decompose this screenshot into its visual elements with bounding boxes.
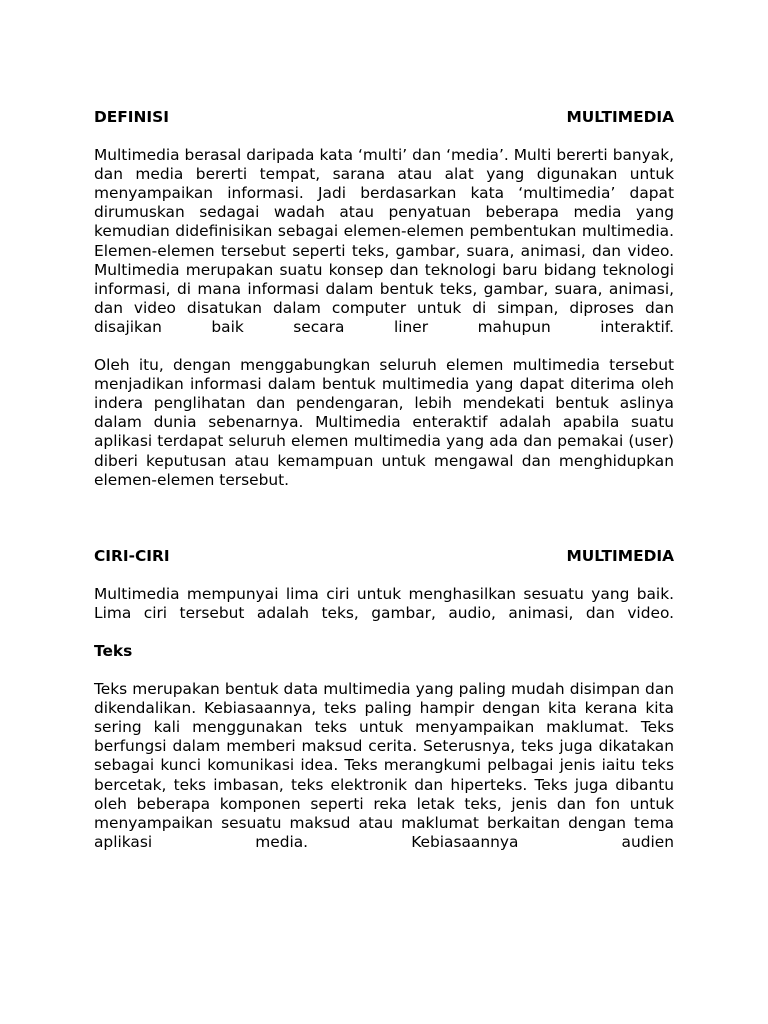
heading-left: DEFINISI xyxy=(94,108,169,126)
paragraph-ciri-ciri-1: Multimedia mempunyai lima ciri untuk menghasilkan sesuatu yang baik. Lima ciri tersebut adalah teks, gambar, audio, animasi, dan video. xyxy=(94,584,674,622)
section-heading-definisi xyxy=(94,108,674,127)
heading-left: CIRI-CIRI xyxy=(94,546,170,565)
document-page xyxy=(94,108,674,852)
paragraph-teks-1: Teks merupakan bentuk data multimedia yang paling mudah disimpan dan dikendalikan. Kebiasaannya, teks paling hampir dengan kita kerana kita sering kali menggunakan teks untuk menyampaikan maklumat. Teks berfungsi dalam memberi maksud cerita. Seterusnya, teks juga dikatakan sebagai kunci komunikasi idea. Teks merangkumi pelbagai jenis iaitu teks bercetak, teks imbasan, teks elektronik dan hiperteks. Teks juga dibantu oleh beberapa komponen seperti reka letak teks, jenis dan fon untuk menyampaikan sesuatu maksud atau maklumat berkaitan dengan tema aplikasi media. Kebiasaannya audien xyxy=(94,680,674,851)
section-heading-teks: Teks xyxy=(94,641,133,660)
section-heading-ciri-ciri xyxy=(94,547,674,566)
paragraph-definisi-2: Oleh itu, dengan menggabungkan seluruh elemen multimedia tersebut menjadikan informasi dalam bentuk multimedia yang dapat diterima oleh indera penglihatan dan pendengaran, lebih mendekati bentuk aslinya dalam dunia sebenarnya. Multimedia enteraktif adalah apabila suatu aplikasi terdapat seluruh elemen multimedia yang ada dan pemakai (user) diberi keputusan atau kemampuan untuk mengawal dan menghidupkan elemen-elemen tersebut. xyxy=(94,356,674,489)
heading-right: MULTIMEDIA xyxy=(566,108,674,126)
paragraph-definisi-1: Multimedia berasal daripada kata ‘multi’ dan ‘media’. Multi bererti banyak, dan media bererti tempat, sarana atau alat yang digunakan untuk menyampaikan informasi. Jadi berdasarkan kata ‘multimedia’ dapat dirumuskan sedagai wadah atau penyatuan beberapa media yang kemudian didefinisikan sebagai elemen-elemen pembentukan multimedia. Elemen-elemen tersebut seperti teks, gambar, suara, animasi, dan video. Multimedia merupakan suatu konsep dan teknologi baru bidang teknologi informasi, di mana informasi dalam bentuk teks, gambar, suara, animasi, dan video disatukan dalam computer untuk di simpan, diproses dan disajikan baik secara liner mahupun interaktif. xyxy=(94,146,674,336)
heading-right: MULTIMEDIA xyxy=(566,546,674,565)
